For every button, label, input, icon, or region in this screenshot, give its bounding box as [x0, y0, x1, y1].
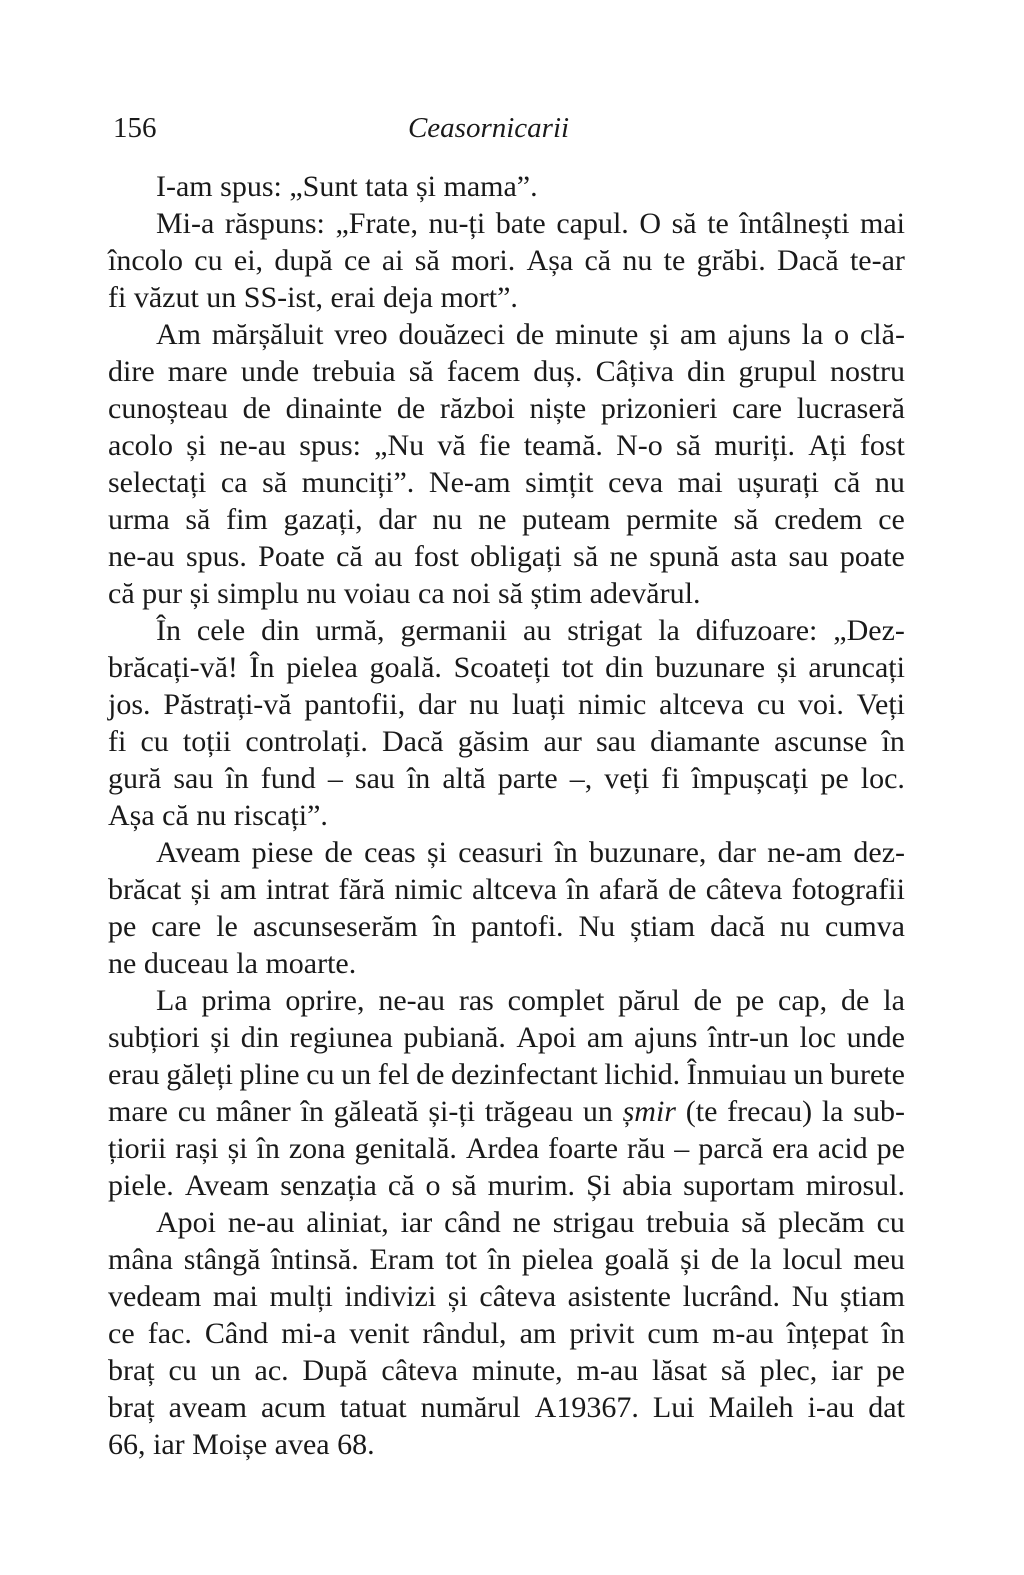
page-number: 156 [113, 112, 157, 144]
text-line: brăcați-vă! În pielea goală. Scoateți tot din buzunare și aruncați [108, 651, 905, 684]
text-line: fi văzut un SS-ist, erai deja mort”. [108, 281, 518, 314]
text-line: ne duceau la moarte. [108, 947, 357, 980]
text-line: dire mare unde trebuia să facem duș. Câțiva din grupul nostru [108, 355, 905, 388]
paragraph [108, 834, 905, 982]
text-line: brăcat și am intrat fără nimic altceva în afară de câteva fotografii [108, 873, 905, 906]
running-header-title: Ceasornicarii [407, 112, 570, 144]
text-line: pe care le ascunseserăm în pantofi. Nu știam dacă nu cumva [108, 910, 905, 943]
text-line: mâna stângă întinsă. Eram tot în pielea goală și de la locul meu [108, 1243, 905, 1276]
text-line: braț aveam acum tatuat numărul A19367. Lui Maileh i-au dat [108, 1391, 905, 1424]
paragraph [108, 1204, 905, 1463]
text-line: I-am spus: „Sunt tata și mama”. [156, 170, 538, 203]
text-line: subțiori și din regiunea pubiană. Apoi am ajuns într-un loc unde [108, 1021, 905, 1054]
paragraph [108, 316, 905, 612]
text-line: Apoi ne-au aliniat, iar când ne strigau trebuia să plecăm cu [156, 1206, 905, 1239]
text-line: țiorii rași și în zona genitală. Ardea foarte rău – parcă era acid pe [108, 1132, 905, 1165]
text-line: Am mărșăluit vreo douăzeci de minute și am ajuns la o clă- [156, 318, 905, 351]
text-line: ne-au spus. Poate că au fost obligați să ne spună asta sau poate [108, 540, 905, 573]
text-line: selectați ca să munciți”. Ne-am simțit ceva mai ușurați că nu [108, 466, 905, 499]
text-line: În cele din urmă, germanii au strigat la difuzoare: „Dez- [156, 614, 905, 647]
text-line: piele. Aveam senzația că o să murim. Și abia suportam mirosul. [108, 1169, 905, 1202]
paragraph [108, 612, 905, 834]
text-line: fi cu toții controlați. Dacă găsim aur sau diamante ascunse în [108, 725, 905, 758]
body-text [108, 168, 905, 1463]
text-line: jos. Păstrați-vă pantofii, dar nu luați nimic altceva cu voi. Veți [108, 688, 905, 721]
text-line: mare cu mâner în găleată și-ți trăgeau un șmir (te frecau) la sub- [108, 1095, 905, 1128]
text-line: vedeam mai mulți indivizi și câteva asistente lucrând. Nu știam [108, 1280, 905, 1313]
text-line: La prima oprire, ne-au ras complet părul de pe cap, de la [156, 984, 905, 1017]
text-line: că pur și simplu nu voiau ca noi să știm adevărul. [108, 577, 701, 610]
text-line: Mi-a răspuns: „Frate, nu-ți bate capul. O să te întâlnești mai [156, 207, 905, 240]
text-line: cunoșteau de dinainte de război niște prizonieri care lucraseră [108, 392, 905, 425]
running-header [108, 110, 905, 146]
paragraph [108, 982, 905, 1204]
text-line: ce fac. Când mi-a venit rândul, am privit cum m-au înțepat în [108, 1317, 905, 1350]
text-line: braț cu un ac. După câteva minute, m-au lăsat să plec, iar pe [108, 1354, 905, 1387]
text-line: erau găleți pline cu un fel de dezinfectant lichid. Înmuiau un burete [108, 1058, 905, 1091]
text-line: Aveam piese de ceas și ceasuri în buzunare, dar ne-am dez- [156, 836, 905, 869]
paragraph [108, 168, 905, 205]
text-line: Așa că nu riscați”. [108, 799, 328, 832]
text-line: acolo și ne-au spus: „Nu vă fie teamă. N-o să muriți. Ați fost [108, 429, 905, 462]
text-line: încolo cu ei, după ce ai să mori. Așa că nu te grăbi. Dacă te-ar [108, 244, 905, 277]
text-line: gură sau în fund – sau în altă parte –, veți fi împușcați pe loc. [108, 762, 905, 795]
paragraph [108, 205, 905, 316]
text-line: urma să fim gazați, dar nu ne puteam permite să credem ce [108, 503, 905, 536]
text-line: 66, iar Moișe avea 68. [108, 1428, 375, 1461]
